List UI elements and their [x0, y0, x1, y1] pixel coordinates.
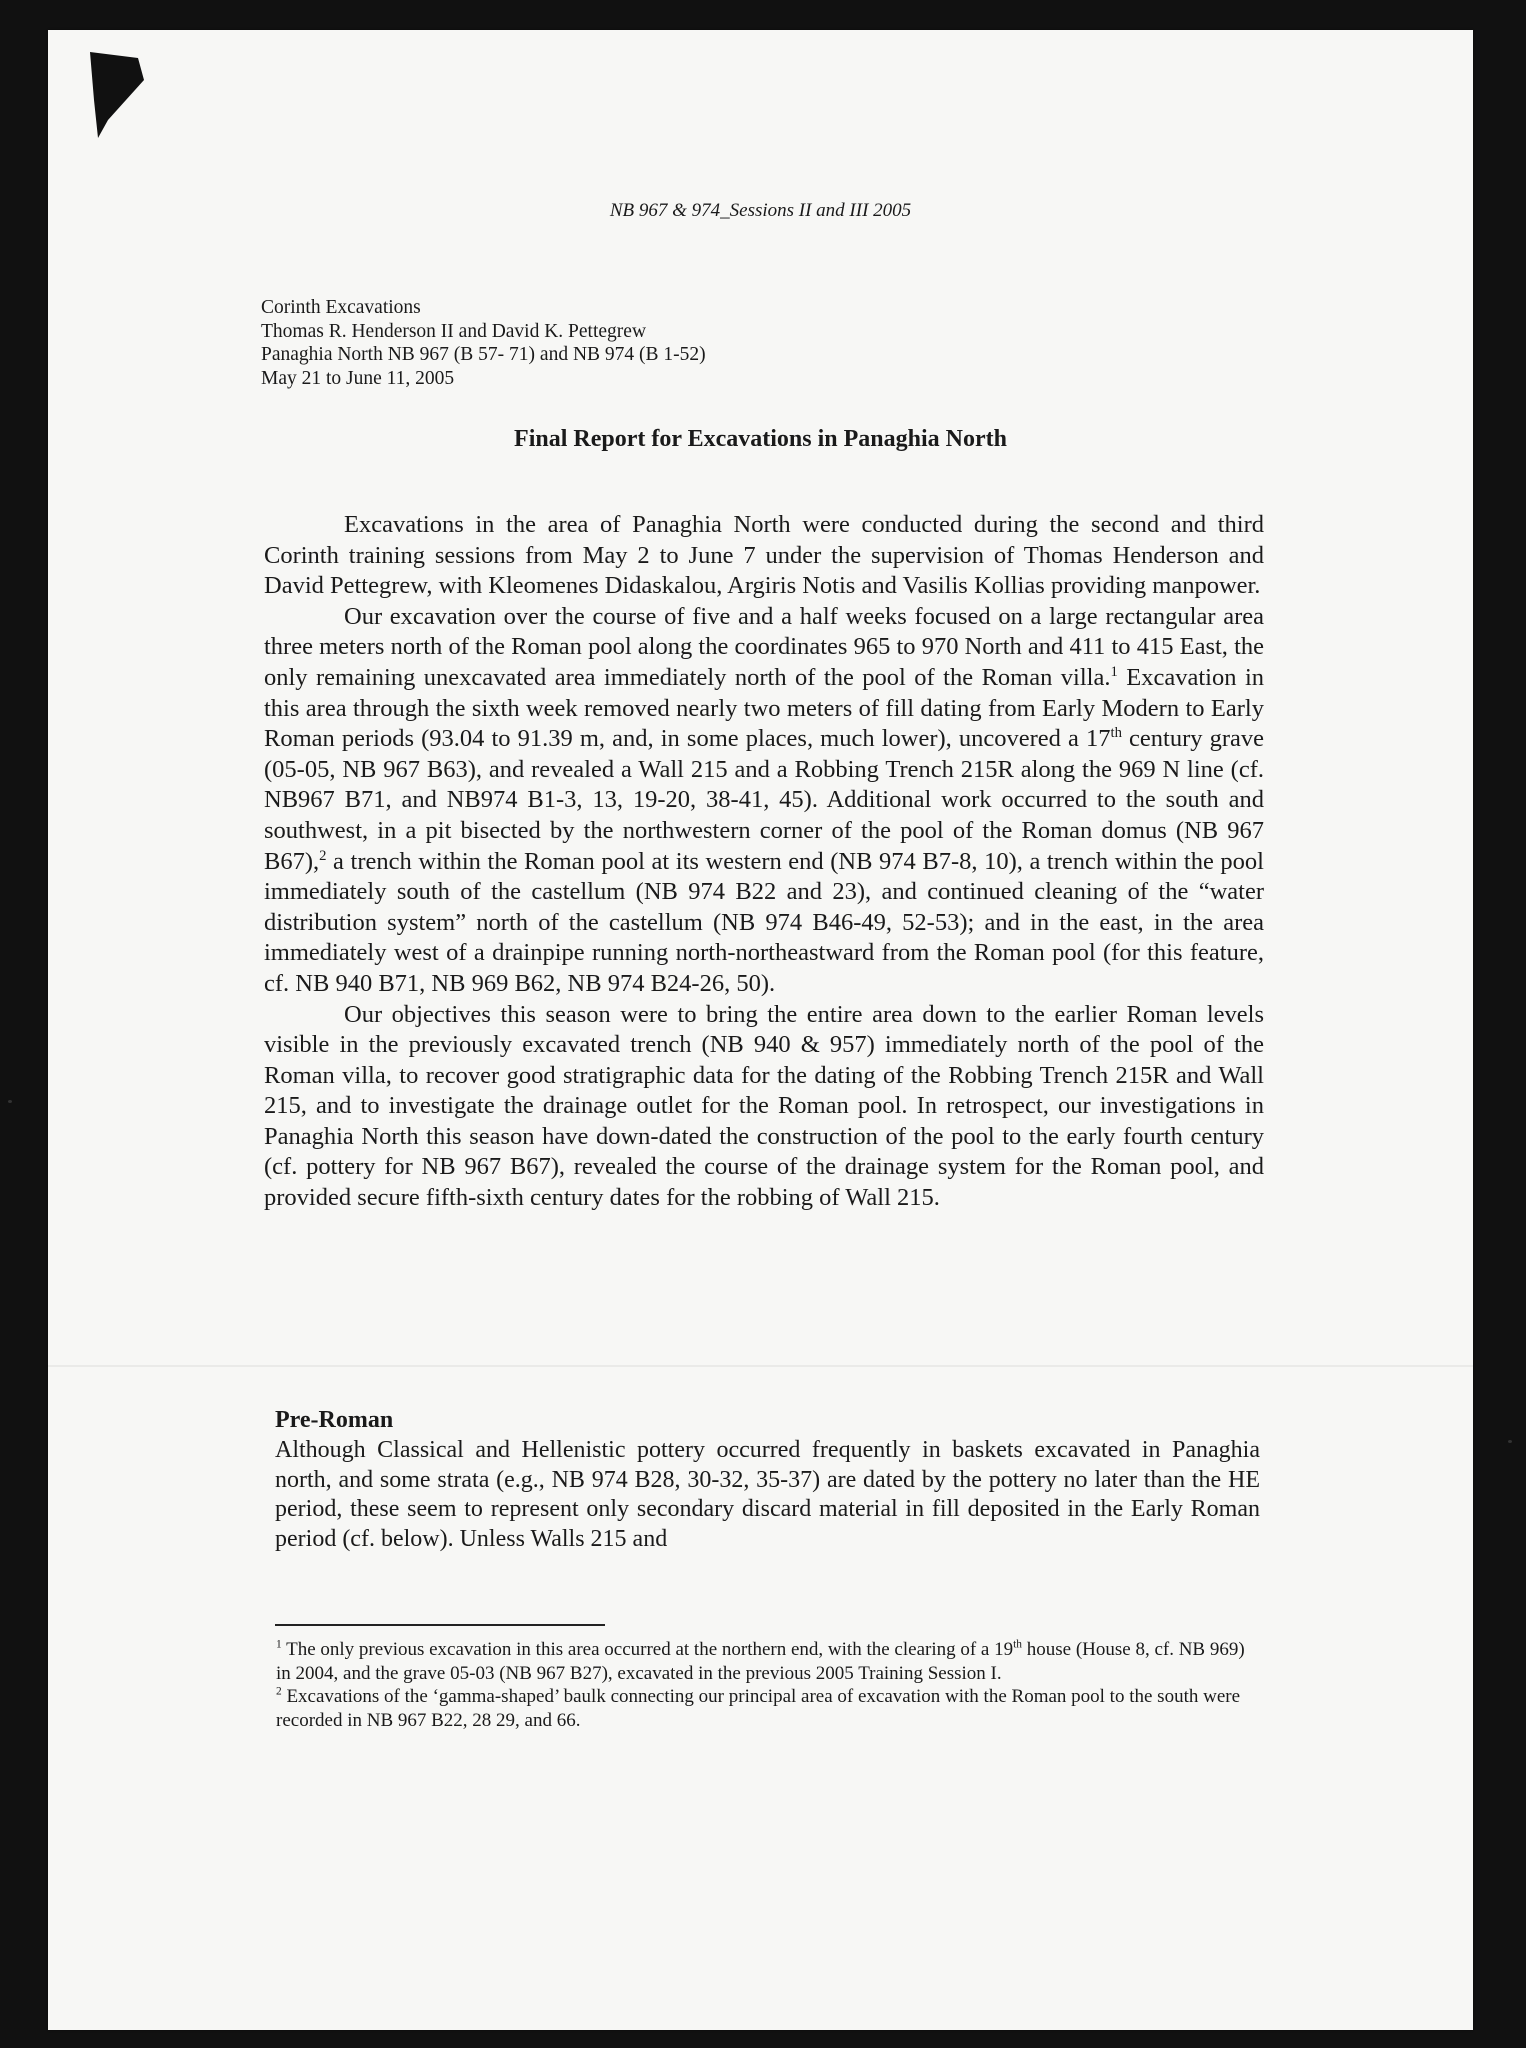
address-line-notebooks: Panaghia North NB 967 (B 57- 71) and NB 974 (B 1-52)	[261, 344, 706, 365]
address-line-dates: May 21 to June 11, 2005	[261, 367, 455, 389]
footnote-mark-2: 2	[276, 1685, 282, 1698]
footnote-ref-1: 1	[1110, 663, 1118, 680]
report-introduction	[264, 510, 1264, 1214]
footnotes-block	[276, 1638, 1261, 1732]
text-segment: a trench within the Roman pool at its western end (NB 974 B7-8, 10), a trench within the pool immediately south of the castellum (NB 974 B22 and 23), and continued cleaning of the “water distribution system” north of the castellum (NB 974 B46-49, 52-53); and in the east, in the area immediately west of a drainpipe running north-northeastward from the Roman pool (for this feature, cf. NB 940 B71, NB 969 B62, NB 974 B24-26, 50).	[264, 847, 1264, 997]
text-segment: house (House 8, cf. NB 969) in 2004, and the grave 05-03 (NB 967 B27), excavated in the previous 2005 Training Session I.	[276, 1639, 1245, 1684]
paragraph-pre-roman: Although Classical and Hellenistic pottery occurred frequently in baskets excavated in Panaghia north, and some strata (e.g., NB 974 B28, 30-32, 35-37) are dated by the pottery no later than the HE period, these seem to represent only secondary discard material in fill deposited in the Early Roman period (cf. below). Unless Walls 215 and	[275, 1436, 1260, 1553]
section-heading-pre-roman: Pre-Roman	[275, 1407, 394, 1433]
torn-corner-mark	[88, 50, 148, 140]
address-block	[261, 296, 706, 390]
ordinal-superscript: th	[1110, 725, 1122, 741]
footnote-mark-1: 1	[276, 1638, 282, 1651]
paragraph-objectives: Our objectives this season were to bring the entire area down to the earlier Roman levels visible in the previously excavated trench (NB 940 & 957) immediately north of the pool of the Roman villa, to recover good stratigraphic data for the dating of the Robbing Trench 215R and Wall 215, and to investigate the drainage outlet for the Roman pool. In retrospect, our investigations in Panaghia North this season have down-dated the construction of the pool to the early fourth century (cf. pottery for NB 967 B67), revealed the course of the drainage system for the Roman pool, and provided secure fifth-sixth century dates for the robbing of Wall 215.	[264, 1000, 1264, 1212]
text-segment: Excavations of the ‘gamma-shaped’ baulk connecting our principal area of excavation with the Roman pool to the south were recorded in NB 967 B22, 28 29, and 66.	[276, 1686, 1241, 1731]
address-line-authors: Thomas R. Henderson II and David K. Pettegrew	[261, 320, 647, 342]
paragraph-overview: Excavations in the area of Panaghia North were conducted during the second and third Corinth training sessions from May 2 to June 7 under the supervision of Thomas Henderson and David Pettegrew, with Kleomenes Didaskalou, Argiris Notis and Vasilis Kollias providing manpower.	[264, 511, 1264, 600]
text-segment: Our excavation over the course of five and a half weeks focused on a large rectangular area three meters north of the Roman pool along the coordinates 965 to 970 North and 411 to 415 East, the only remaining unexcavated area immediately north of the pool of the Roman villa.	[264, 602, 1264, 691]
paper-sheet	[48, 30, 1473, 2030]
paragraph-excavation-area	[264, 602, 1264, 1000]
text-segment: Excavation in this area through the sixth week removed nearly two meters of fill dating from Early Modern to Early Roman periods (93.04 to 91.39 m, and, in some places, much lower), uncovered a 17	[264, 663, 1265, 753]
address-line-institution: Corinth Excavations	[261, 297, 421, 318]
paper-fold-line	[48, 1365, 1473, 1367]
text-segment: century grave (05-05, NB 967 B63), and revealed a Wall 215 and a Robbing Trench 215R along the 969 N line (cf. NB967 B71, and NB974 B1-3, 13, 19-20, 38-41, 45). Additional work occurred to the south and southwest, in a pit bisected by the northwestern corner of the pool of the Roman domus (NB 967 B67),	[264, 725, 1264, 875]
header-session-line: NB 967 & 974_Sessions II and III 2005	[609, 200, 912, 221]
text-segment: The only previous excavation in this area occurred at the northern end, with the clearing of a 19	[281, 1639, 1014, 1660]
footnote-2	[276, 1685, 1261, 1732]
footnote-1	[276, 1638, 1261, 1685]
dust-speck	[8, 1100, 12, 1103]
section-pre-roman	[275, 1406, 1260, 1555]
footnote-separator	[275, 1624, 605, 1626]
report-title: Final Report for Excavations in Panaghia North	[514, 426, 1007, 452]
footnote-ref-2: 2	[319, 847, 327, 864]
ordinal-superscript: th	[1013, 1638, 1022, 1651]
dust-speck	[1508, 1440, 1512, 1443]
